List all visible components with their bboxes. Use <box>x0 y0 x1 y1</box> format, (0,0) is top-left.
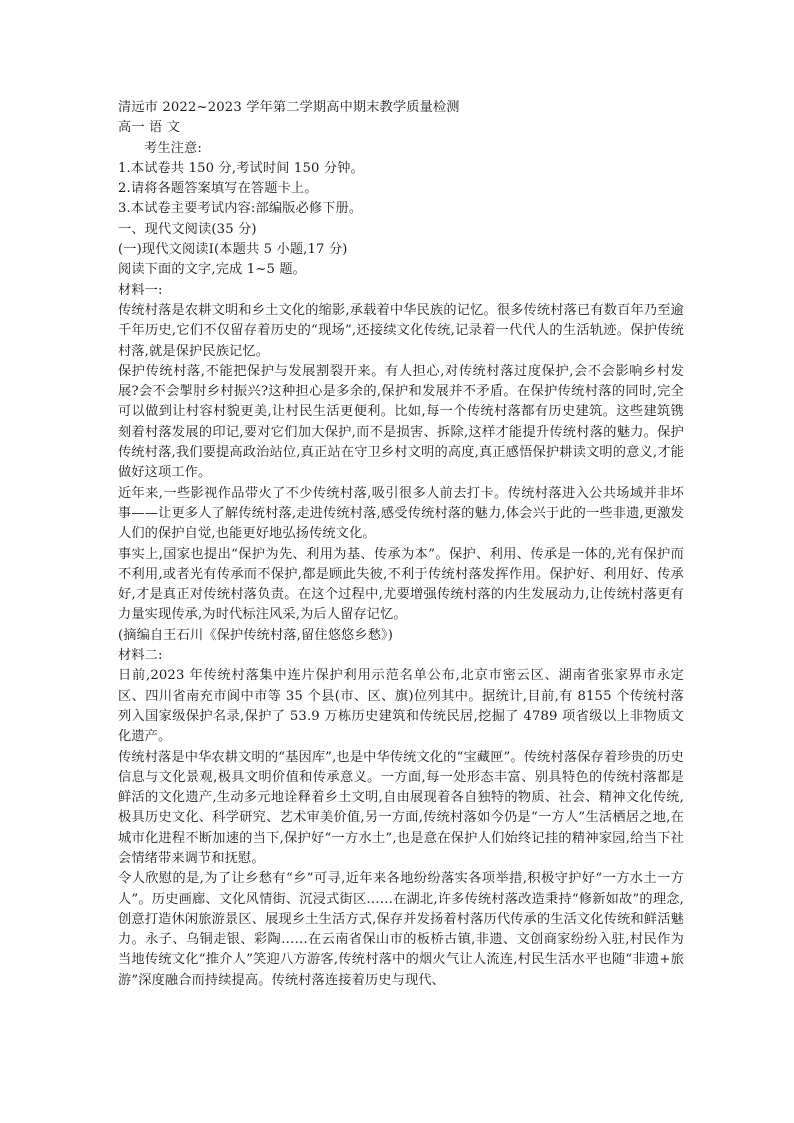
material-paragraph: 令人欣慰的是,为了让乡愁有“乡”可寻,近年来各地纷纷落实各项举措,积极守护好“一方水土一方人”。历史画廊、文化风情街、沉浸式街区……在湖北,许多传统村落改造秉持“修新如故”的理念,创意打造休闲旅游景区、展现乡土生活方式,保存并发扬着村落历代传承的生活文化传统和鲜活魅力。永子、乌铜走银、彩陶……在云南省保山市的板桥古镇,非遗、文创商家纷纷入驻,村民作为当地传统文化“推介人”笑迎八方游客,传统村落中的烟火气让人流连,村民生活水平也随“非遗+旅游”深度融合而持续提高。传统村落连接着历史与现代、 <box>118 871 684 988</box>
notice-item: 1.本试卷共 150 分,考试时间 150 分钟。 <box>118 160 364 176</box>
exam-title: 清远市 2022~2023 学年第二学期高中期末教学质量检测 <box>118 100 460 115</box>
material-paragraph: 日前,2023 年传统村落集中连片保护利用示范名单公布,北京市密云区、湖南省张家界市永定区、四川省南充市阆中市等 35 个县(市、区、旗)位列其中。据统计,目前,有 8155 个传统村落列入国家级保护名录,保护了 53.9 万栋历史建筑和传统民居,挖掘了 4789 项省级以上非物质文化遗产。 <box>118 668 684 745</box>
material-paragraph: 事实上,国家也提出“保护为先、利用为基、传承为本”。保护、利用、传承是一体的,光有保护而不利用,或者光有传承而不保护,都是顾此失彼,不利于传统村落发挥作用。保护好、利用好、传承好,才是真正对传统村落负责。在这个过程中,尤要增强传统村落的内生发展动力,让传统村落更有力量实现传承,为时代标注风采,为后人留存记忆。 <box>118 546 684 623</box>
material-paragraph: 近年来,一些影视作品带火了不少传统村落,吸引很多人前去打卡。传统村落进入公共场域并非坏事——让更多人了解传统村落,走进传统村落,感受传统村落的魅力,体会兴于此的一些非遗,更激发人们的保护自觉,也能更好地弘扬传统文化。 <box>118 485 684 542</box>
material-paragraph: 传统村落是农耕文明和乡土文化的缩影,承载着中华民族的记忆。很多传统村落已有数百年乃至逾千年历史,它们不仅留存着历史的“现场”,还接续文化传统,记录着一代代人的生活轨迹。保护传统村落,就是保护民族记忆。 <box>118 302 684 359</box>
exam-subject: 高一 语 文 <box>118 120 181 136</box>
section-subtitle: (一)现代文阅读Ⅰ(本题共 5 小题,17 分) <box>118 242 348 258</box>
material-source: (摘编自王石川《保护传统村落,留住悠悠乡愁》) <box>118 627 394 643</box>
material-paragraph: 保护传统村落,不能把保护与发展割裂开来。有人担心,对传统村落过度保护,会不会影响乡村发展?会不会掣肘乡村振兴?这种担心是多余的,保护和发展并不矛盾。在保护传统村落的同时,完全可以做到让村容村貌更美,让村民生活更便利。比如,每一个传统村落都有历史建筑。这些建筑镌刻着村落发展的印记,要对它们加大保护,而不是损害、拆除,这样才能提升传统村落的魅力。保护传统村落,我们要提高政治站位,真正站在守卫乡村文明的高度,真正感悟保护耕读文明的意义,才能做好这项工作。 <box>118 363 684 481</box>
section-title: 一、现代文阅读(35 分) <box>118 221 257 237</box>
notice-item: 3.本试卷主要考试内容:部编版必修下册。 <box>118 201 363 217</box>
material-label: 材料一: <box>118 282 163 298</box>
material-paragraph: 传统村落是中华农耕文明的“基因库”,也是中华传统文化的“宝藏匣”。传统村落保存着珍贵的历史信息与文化景观,极具文明价值和传承意义。一方面,每一处形态丰富、别具特色的传统村落都是鲜活的文化遗产,生动多元地诠释着乡土文明,自由展现着各自独特的物质、社会、精神文化传统,极具历史文化、科学研究、艺术审美价值,另一方面,传统村落如今仍是“一方人”生活栖居之地,在城市化进程不断加速的当下,保护好“一方水土”,也是意在保护人们始终记挂的精神家园,给当下社会情绪带来调节和抚慰。 <box>118 749 684 866</box>
material-label: 材料二: <box>118 648 163 664</box>
notice-heading: 考生注意: <box>144 140 202 156</box>
notice-item: 2.请将各题答案填写在答题卡上。 <box>118 181 318 197</box>
section-instruction: 阅读下面的文字,完成 1~5 题。 <box>118 262 307 278</box>
exam-page <box>118 98 684 991</box>
